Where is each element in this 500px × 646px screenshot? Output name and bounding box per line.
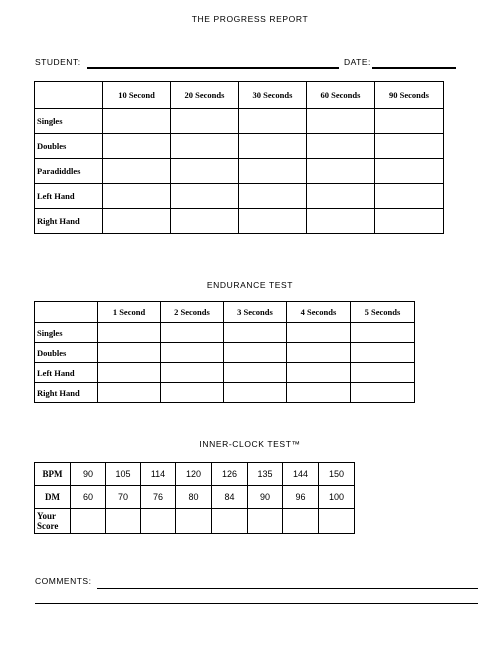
- score-label: Your Score: [35, 509, 71, 534]
- row-label: Paradiddles: [35, 159, 103, 184]
- dm-value: 90: [248, 486, 283, 509]
- column-header: 20 Seconds: [171, 82, 239, 109]
- bpm-row: [35, 463, 355, 486]
- table-row: [35, 363, 415, 383]
- entry-cell[interactable]: [351, 343, 415, 363]
- column-header: 90 Seconds: [375, 82, 444, 109]
- entry-cell[interactable]: [171, 209, 239, 234]
- entry-cell[interactable]: [375, 109, 444, 134]
- entry-cell[interactable]: [239, 134, 307, 159]
- entry-cell[interactable]: [239, 184, 307, 209]
- dm-label: DM: [35, 486, 71, 509]
- entry-cell[interactable]: [98, 363, 161, 383]
- table-row: [35, 184, 444, 209]
- table-row: [35, 343, 415, 363]
- dm-value: 76: [141, 486, 176, 509]
- comments-field-line[interactable]: [35, 603, 478, 604]
- entry-cell[interactable]: [224, 383, 287, 403]
- table-row: [35, 134, 444, 159]
- date-label: DATE:: [344, 57, 371, 67]
- entry-cell[interactable]: [307, 159, 375, 184]
- dm-value: 60: [71, 486, 106, 509]
- score-row: [35, 509, 355, 534]
- bpm-value: 144: [283, 463, 319, 486]
- row-label: Left Hand: [35, 363, 98, 383]
- table-row: [35, 383, 415, 403]
- entry-cell[interactable]: [161, 323, 224, 343]
- entry-cell[interactable]: [103, 134, 171, 159]
- entry-cell[interactable]: [287, 323, 351, 343]
- date-field[interactable]: [372, 67, 456, 69]
- score-cell[interactable]: [212, 509, 248, 534]
- entry-cell[interactable]: [171, 184, 239, 209]
- inner-clock-title: INNER-CLOCK TEST™: [199, 439, 301, 449]
- comments-label: COMMENTS:: [35, 576, 92, 586]
- entry-cell[interactable]: [287, 343, 351, 363]
- entry-cell[interactable]: [239, 209, 307, 234]
- row-label: Left Hand: [35, 184, 103, 209]
- column-header: 4 Seconds: [287, 302, 351, 323]
- entry-cell[interactable]: [375, 159, 444, 184]
- entry-cell[interactable]: [375, 209, 444, 234]
- entry-cell[interactable]: [307, 184, 375, 209]
- endurance-table: [34, 301, 415, 403]
- entry-cell[interactable]: [351, 383, 415, 403]
- entry-cell[interactable]: [287, 383, 351, 403]
- score-cell[interactable]: [71, 509, 106, 534]
- entry-cell[interactable]: [161, 343, 224, 363]
- entry-cell[interactable]: [351, 323, 415, 343]
- corner-cell: [35, 82, 103, 109]
- dm-value: 80: [176, 486, 212, 509]
- entry-cell[interactable]: [98, 323, 161, 343]
- score-cell[interactable]: [319, 509, 355, 534]
- row-label: Right Hand: [35, 383, 98, 403]
- progress-table: [34, 81, 444, 234]
- bpm-label: BPM: [35, 463, 71, 486]
- score-cell[interactable]: [283, 509, 319, 534]
- dm-value: 84: [212, 486, 248, 509]
- row-label: Doubles: [35, 343, 98, 363]
- entry-cell[interactable]: [239, 109, 307, 134]
- entry-cell[interactable]: [171, 159, 239, 184]
- column-header: 1 Second: [98, 302, 161, 323]
- column-header: 2 Seconds: [161, 302, 224, 323]
- row-label: Singles: [35, 323, 98, 343]
- entry-cell[interactable]: [375, 184, 444, 209]
- entry-cell[interactable]: [307, 134, 375, 159]
- entry-cell[interactable]: [103, 109, 171, 134]
- score-cell[interactable]: [106, 509, 141, 534]
- bpm-value: 135: [248, 463, 283, 486]
- entry-cell[interactable]: [307, 109, 375, 134]
- corner-cell: [35, 302, 98, 323]
- bpm-value: 120: [176, 463, 212, 486]
- table-row: [35, 323, 415, 343]
- table-row: [35, 209, 444, 234]
- student-name-field[interactable]: [87, 67, 339, 69]
- dm-value: 100: [319, 486, 355, 509]
- entry-cell[interactable]: [224, 363, 287, 383]
- dm-row: [35, 486, 355, 509]
- entry-cell[interactable]: [307, 209, 375, 234]
- bpm-value: 114: [141, 463, 176, 486]
- row-label: Right Hand: [35, 209, 103, 234]
- row-label: Doubles: [35, 134, 103, 159]
- comments-field-line[interactable]: [97, 588, 478, 589]
- entry-cell[interactable]: [351, 363, 415, 383]
- entry-cell[interactable]: [287, 363, 351, 383]
- entry-cell[interactable]: [161, 383, 224, 403]
- score-cell[interactable]: [141, 509, 176, 534]
- entry-cell[interactable]: [103, 209, 171, 234]
- row-label: Singles: [35, 109, 103, 134]
- entry-cell[interactable]: [224, 343, 287, 363]
- dm-value: 70: [106, 486, 141, 509]
- entry-cell[interactable]: [375, 134, 444, 159]
- progress-header-row: [35, 82, 444, 109]
- entry-cell[interactable]: [103, 184, 171, 209]
- table-row: [35, 109, 444, 134]
- page-title: THE PROGRESS REPORT: [191, 14, 309, 24]
- column-header: 10 Second: [103, 82, 171, 109]
- endurance-header-row: [35, 302, 415, 323]
- bpm-value: 126: [212, 463, 248, 486]
- column-header: 5 Seconds: [351, 302, 415, 323]
- endurance-title: ENDURANCE TEST: [206, 280, 294, 290]
- entry-cell[interactable]: [161, 363, 224, 383]
- entry-cell[interactable]: [239, 159, 307, 184]
- score-cell[interactable]: [176, 509, 212, 534]
- bpm-value: 150: [319, 463, 355, 486]
- entry-cell[interactable]: [171, 109, 239, 134]
- column-header: 60 Seconds: [307, 82, 375, 109]
- entry-cell[interactable]: [224, 323, 287, 343]
- entry-cell[interactable]: [98, 383, 161, 403]
- inner-clock-table: [34, 462, 355, 534]
- student-label: STUDENT:: [35, 57, 81, 67]
- column-header: 3 Seconds: [224, 302, 287, 323]
- table-row: [35, 159, 444, 184]
- entry-cell[interactable]: [98, 343, 161, 363]
- entry-cell[interactable]: [171, 134, 239, 159]
- score-cell[interactable]: [248, 509, 283, 534]
- bpm-value: 105: [106, 463, 141, 486]
- entry-cell[interactable]: [103, 159, 171, 184]
- bpm-value: 90: [71, 463, 106, 486]
- column-header: 30 Seconds: [239, 82, 307, 109]
- dm-value: 96: [283, 486, 319, 509]
